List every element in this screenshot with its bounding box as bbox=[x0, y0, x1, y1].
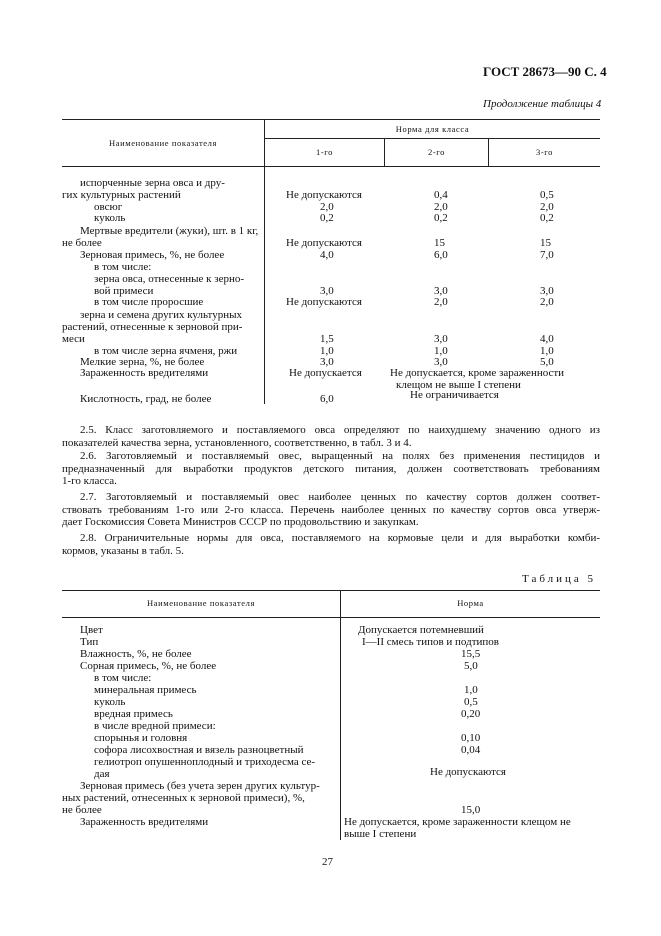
table-cell-norm: 0,10 bbox=[461, 732, 481, 744]
paragraph-2-7 bbox=[62, 491, 600, 529]
paragraph-2-8 bbox=[62, 532, 600, 557]
paragraph-2-6 bbox=[62, 450, 600, 488]
paragraph-line: 1-го класса. bbox=[62, 475, 117, 488]
table-cell-norm: 0,5 bbox=[464, 696, 478, 708]
table-cell-norm: Не допускаются bbox=[430, 766, 506, 778]
table-row-label: вой примеси bbox=[94, 285, 154, 297]
table-row-label: куколь bbox=[94, 696, 126, 708]
paragraph-line: ствовать требованиям 1-го или 2-го класса. Перечень наиболее ценных по качеству сортов овса утверж- bbox=[62, 503, 600, 516]
paragraph-2-5 bbox=[62, 424, 600, 449]
document-code: ГОСТ 28673—90 С. 4 bbox=[483, 64, 607, 79]
table-cell-class-2: 6,0 bbox=[434, 249, 448, 261]
table-cell-class-2-3: Не ограничивается bbox=[410, 389, 499, 401]
table-row-label: растений, отнесенные к зерновой при- bbox=[62, 321, 243, 333]
table-row-label: зерна овса, отнесенные к зерно- bbox=[94, 273, 245, 285]
column-header-norm: Норма bbox=[457, 598, 484, 608]
table-row-label: дая bbox=[94, 768, 110, 780]
table-cell-class-1: 6,0 bbox=[320, 393, 334, 405]
table-cell-class-3: 0,5 bbox=[540, 189, 554, 201]
table-row-label: меси bbox=[62, 333, 85, 345]
table-row-label: в числе вредной примеси: bbox=[94, 720, 216, 732]
table-row-label: минеральная примесь bbox=[94, 684, 197, 696]
column-header-name: Наименование показателя bbox=[108, 138, 217, 148]
table-cell-norm: 1,0 bbox=[464, 684, 478, 696]
table-top-rule bbox=[62, 119, 600, 120]
header-divider-horizontal bbox=[264, 138, 600, 139]
table-cell-norm: Допускается потемневший bbox=[358, 624, 484, 636]
column-header-norm: Норма для класса bbox=[395, 124, 470, 134]
table-cell-class-2-3: клещом не выше I степени bbox=[396, 379, 521, 391]
table-row-label: ных растений, отнесенных к зерновой примеси), %, bbox=[62, 792, 305, 804]
table-cell-class-2: 0,2 bbox=[434, 212, 448, 224]
table-row-label: софора лисохвостная и вязель разноцветный bbox=[94, 744, 304, 756]
table-row-label: Влажность, %, не более bbox=[80, 648, 192, 660]
paragraph-line: предназначенный для выработки продуктов детского питания, должен соответствовать требованиям bbox=[62, 462, 600, 475]
paragraph-line: 2.7. Заготовляемый и поставляемый овес наиболее ценных по качеству сортов должен соответ- bbox=[80, 491, 600, 503]
table-cell-class-2: 3,0 bbox=[434, 356, 448, 368]
table-row-label: Кислотность, град, не более bbox=[80, 393, 212, 405]
table-5-caption: Таблица 5 bbox=[522, 573, 597, 585]
paragraph-line: 2.8. Ограничительные нормы для овса, поставляемого на кормовые цели и для выработки комби- bbox=[80, 532, 600, 544]
table-cell-norm: I—II смесь типов и подтипов bbox=[362, 636, 499, 648]
column-divider bbox=[340, 590, 341, 840]
table-cell-class-1: 1,0 bbox=[320, 345, 334, 357]
table-top-rule bbox=[62, 590, 600, 591]
table-row-label: в том числе зерна ячменя, ржи bbox=[94, 345, 238, 357]
table-cell-class-1: Не допускаются bbox=[286, 189, 362, 201]
table-row-label: Зараженность вредителями bbox=[80, 367, 209, 379]
body-divider-vertical bbox=[264, 167, 265, 404]
table-cell-class-2-3: Не допускается, кроме зараженности bbox=[390, 367, 565, 379]
table-cell-class-2: 3,0 bbox=[434, 285, 448, 297]
paragraph-line: 2.5. Класс заготовляемого и поставляемого овса определяют по наихудшему значению одного из bbox=[80, 424, 600, 436]
column-header-class-3: 3-го bbox=[535, 147, 553, 157]
table-cell-class-3: 3,0 bbox=[540, 285, 554, 297]
header-bottom-rule bbox=[62, 617, 600, 618]
table-cell-class-2: 1,0 bbox=[434, 345, 448, 357]
table-row-label: спорынья и головня bbox=[94, 732, 188, 744]
table-cell-class-1: Не допускаются bbox=[286, 296, 362, 308]
table-row-label: в том числе: bbox=[94, 672, 152, 684]
table-row-label: Мелкие зерна, %, не более bbox=[80, 356, 205, 368]
table-row-label: Цвет bbox=[80, 624, 103, 636]
table-cell-class-2: 3,0 bbox=[434, 333, 448, 345]
page-number: 27 bbox=[322, 856, 333, 868]
table-cell-class-1: 0,2 bbox=[320, 212, 334, 224]
table-cell-class-1: Не допускается bbox=[289, 367, 362, 379]
table-cell-norm: 0,04 bbox=[461, 744, 481, 756]
table-cell-class-1: 3,0 bbox=[320, 356, 334, 368]
table-cell-class-1: Не допускаются bbox=[286, 237, 362, 249]
table-cell-norm: Не допускается, кроме зараженности клещом не bbox=[344, 816, 571, 828]
table-cell-class-1: 3,0 bbox=[320, 285, 334, 297]
table-row-label: вредная примесь bbox=[94, 708, 173, 720]
table-cell-norm: 0,20 bbox=[461, 708, 481, 720]
table-cell-class-3: 2,0 bbox=[540, 296, 554, 308]
table-row-label: Сорная примесь, %, не более bbox=[80, 660, 217, 672]
table-row-label: не более bbox=[62, 237, 102, 249]
column-header-class-2: 2-го bbox=[427, 147, 445, 157]
table-cell-class-3: 2,0 bbox=[540, 201, 554, 213]
table-row-label: не более bbox=[62, 804, 102, 816]
table-row-label: Мертвые вредители (жуки), шт. в 1 кг, bbox=[80, 225, 259, 237]
table-row-label: гелиотроп опушенноплодный и триходесма се- bbox=[94, 756, 316, 768]
table-cell-class-2: 15 bbox=[434, 237, 445, 249]
column-header-class-1: 1-го bbox=[315, 147, 333, 157]
table-row-label: гих культурных растений bbox=[62, 189, 181, 201]
table-cell-class-3: 5,0 bbox=[540, 356, 554, 368]
table-row-label: куколь bbox=[94, 212, 126, 224]
table-cell-norm: 5,0 bbox=[464, 660, 478, 672]
paragraph-line: показателей качества зерна, установленного, соответственно, в табл. 3 и 4. bbox=[62, 436, 412, 449]
table-row-label: зерна и семена других культурных bbox=[80, 309, 242, 321]
table-cell-class-2: 2,0 bbox=[434, 201, 448, 213]
table-cell-class-3: 15 bbox=[540, 237, 551, 249]
table-cell-class-1: 1,5 bbox=[320, 333, 334, 345]
table-cell-class-1: 4,0 bbox=[320, 249, 334, 261]
table-row-label: Зерновая примесь (без учета зерен других культур- bbox=[80, 780, 320, 792]
table-cell-norm: 15,0 bbox=[461, 804, 481, 816]
table-cell-class-3: 7,0 bbox=[540, 249, 554, 261]
table-row-label: Тип bbox=[80, 636, 99, 648]
table-cell-norm: выше I степени bbox=[344, 828, 417, 840]
table-cell-class-3: 4,0 bbox=[540, 333, 554, 345]
table-cell-class-3: 0,2 bbox=[540, 212, 554, 224]
paragraph-line: кормов, указаны в табл. 5. bbox=[62, 544, 184, 557]
table-row-label: в том числе проросшие bbox=[94, 296, 204, 308]
table-row-label: Зерновая примесь, %, не более bbox=[80, 249, 225, 261]
table-cell-class-2: 0,4 bbox=[434, 189, 448, 201]
table-cell-class-3: 1,0 bbox=[540, 345, 554, 357]
table-row-label: в том числе: bbox=[94, 261, 152, 273]
table-row-label: Зараженность вредителями bbox=[80, 816, 209, 828]
header-bottom-rule bbox=[62, 166, 600, 167]
paragraph-line: дает Госкомиссия Совета Министров СССР по продовольствию и закупкам. bbox=[62, 516, 419, 529]
column-header-name: Наименование показателя bbox=[146, 598, 255, 608]
table-cell-class-2: 2,0 bbox=[434, 296, 448, 308]
table-row-label: овсюг bbox=[94, 201, 123, 213]
table-cell-class-1: 2,0 bbox=[320, 201, 334, 213]
table-row-label: испорченные зерна овса и дру- bbox=[80, 177, 225, 189]
paragraph-line: 2.6. Заготовляемый и поставляемый овес, выращенный на полях без применения пестицидов и bbox=[80, 450, 600, 462]
table-continuation-label: Продолжение таблицы 4 bbox=[483, 98, 602, 110]
table-cell-norm: 15,5 bbox=[461, 648, 481, 660]
